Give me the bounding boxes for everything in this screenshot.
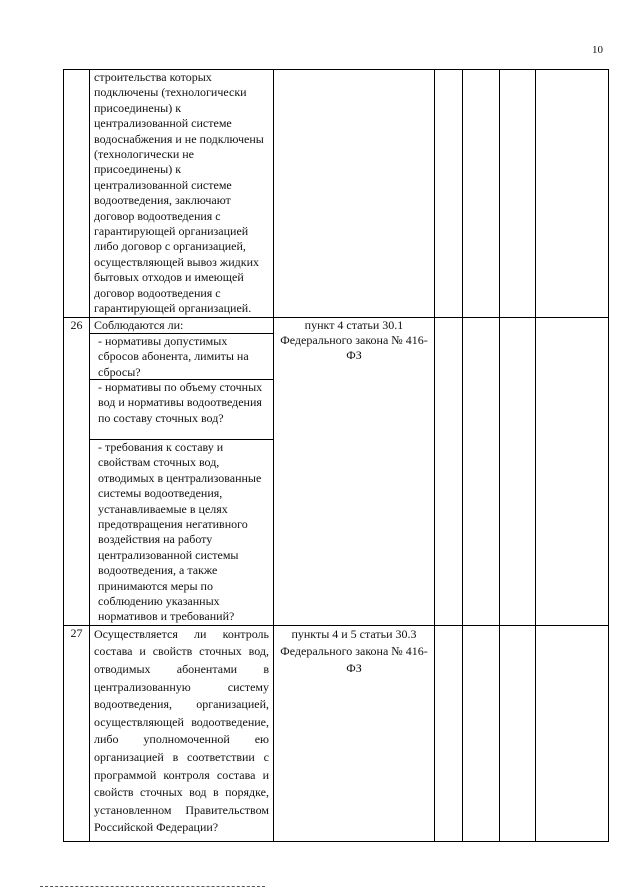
answer-na-cell	[500, 317, 536, 625]
answer-yes-cell	[435, 625, 463, 841]
row-number: 27	[64, 625, 90, 841]
answer-no-cell	[463, 625, 500, 841]
row-number: 26	[64, 317, 90, 625]
table-row	[64, 625, 609, 841]
answer-yes-cell	[435, 70, 463, 318]
row-number	[64, 70, 90, 318]
notes-cell	[536, 317, 609, 625]
law-reference: пункт 4 статьи 30.1 Федерального закона № 416-ФЗ	[274, 317, 435, 625]
answer-na-cell	[500, 625, 536, 841]
page-number: 10	[592, 44, 603, 56]
question-text: Осуществляется ли контроль состава и свойств сточных вод, отводимых абонентами в централизованную систему водоотведения, организацией, осуществляющей водоотведение, либо уполномоченной ею организацией в соответствии с программой контроля состава и свойств сточных вод в порядке, установленном Правительством Российской Федерации?	[90, 625, 274, 841]
law-reference: пункты 4 и 5 статьи 30.3 Федерального закона № 416-ФЗ	[274, 625, 435, 841]
subitem: - требования к составу и свойствам сточных вод, отводимых в централизованные системы водоотведения, устанавливаемые в целях предотвращения негативного воздействия на работу централизованной системы водоотведения, а также принимаются меры по соблюдению указанных нормативов и требований?	[89, 439, 273, 625]
footer-line	[40, 886, 265, 887]
subitem: - нормативы допустимых сбросов абонента, лимиты на сбросы?	[89, 333, 273, 379]
answer-no-cell	[463, 70, 500, 318]
answer-na-cell	[500, 70, 536, 318]
question-cell	[90, 317, 274, 625]
answer-yes-cell	[435, 317, 463, 625]
answer-no-cell	[463, 317, 500, 625]
table-row	[64, 317, 609, 625]
law-reference	[274, 70, 435, 318]
question-text: строительства которых подключены (технологически присоединены) к централизованной системе водоснабжения и не подключены (технологически не присоединены) к централизованной системе водоотведения, заключают договор водоотведения с гарантирующей организацией либо договор с организацией, осуществляющей вывоз жидких бытовых отходов и имеющей договор водоотведения с гарантирующей организацией.	[90, 70, 274, 318]
checklist-table	[63, 69, 609, 842]
subitem: - нормативы по объему сточных вод и нормативы водоотведения по составу сточных вод?	[89, 379, 273, 439]
table-row	[64, 70, 609, 318]
notes-cell	[536, 70, 609, 318]
question-intro: Соблюдаются ли:	[94, 317, 184, 332]
notes-cell	[536, 625, 609, 841]
